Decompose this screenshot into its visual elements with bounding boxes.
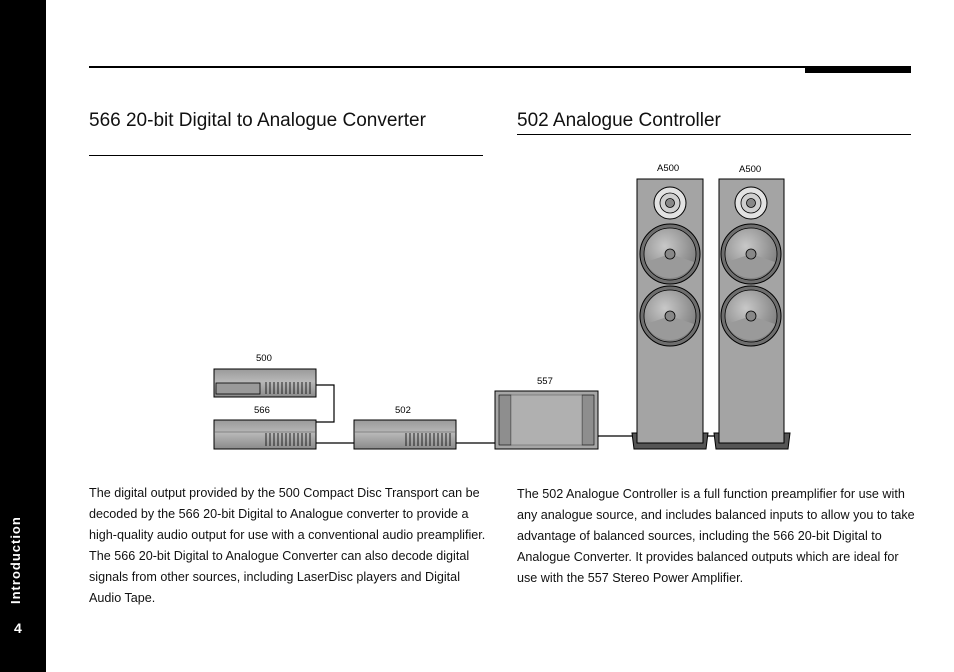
label-557: 557 [537, 376, 553, 387]
left-body-text: The digital output provided by the 500 Compact Disc Transport can be decoded by the 566 20-bit Digital to Analogue converter to provide a high-quality audio output for use with a conventional audio preamplifier. The 566 20-bit Digital to Analogue Converter can also decode digital signals from other sources, including LaserDisc players and Digital Audio Tape. [89, 486, 486, 605]
right-body-text: The 502 Analogue Controller is a full function preamplifier for use with any analogue source, and includes balanced inputs to allow you to take advantage of balanced sources, including the 566 20-bit Digital to Analogue Converter. It provides balanced outputs which are ideal for use with the 557 Stereo Power Amplifier. [517, 487, 915, 585]
amplifier-557-unit [495, 391, 598, 449]
label-500: 500 [256, 353, 272, 364]
right-heading: 502 Analogue Controller [517, 110, 721, 131]
dac-566-unit [214, 420, 316, 449]
label-566: 566 [254, 405, 270, 416]
section-label: Introduction [8, 516, 23, 604]
speaker-right [714, 179, 790, 449]
left-heading: 566 20-bit Digital to Analogue Converter [89, 110, 426, 131]
label-502: 502 [395, 405, 411, 416]
label-a500-left: A500 [657, 163, 680, 174]
label-a500-right: A500 [739, 164, 762, 175]
page-number: 4 [14, 620, 22, 636]
transport-500-unit [214, 369, 316, 397]
speaker-left [632, 179, 708, 449]
controller-502-unit [354, 420, 456, 449]
